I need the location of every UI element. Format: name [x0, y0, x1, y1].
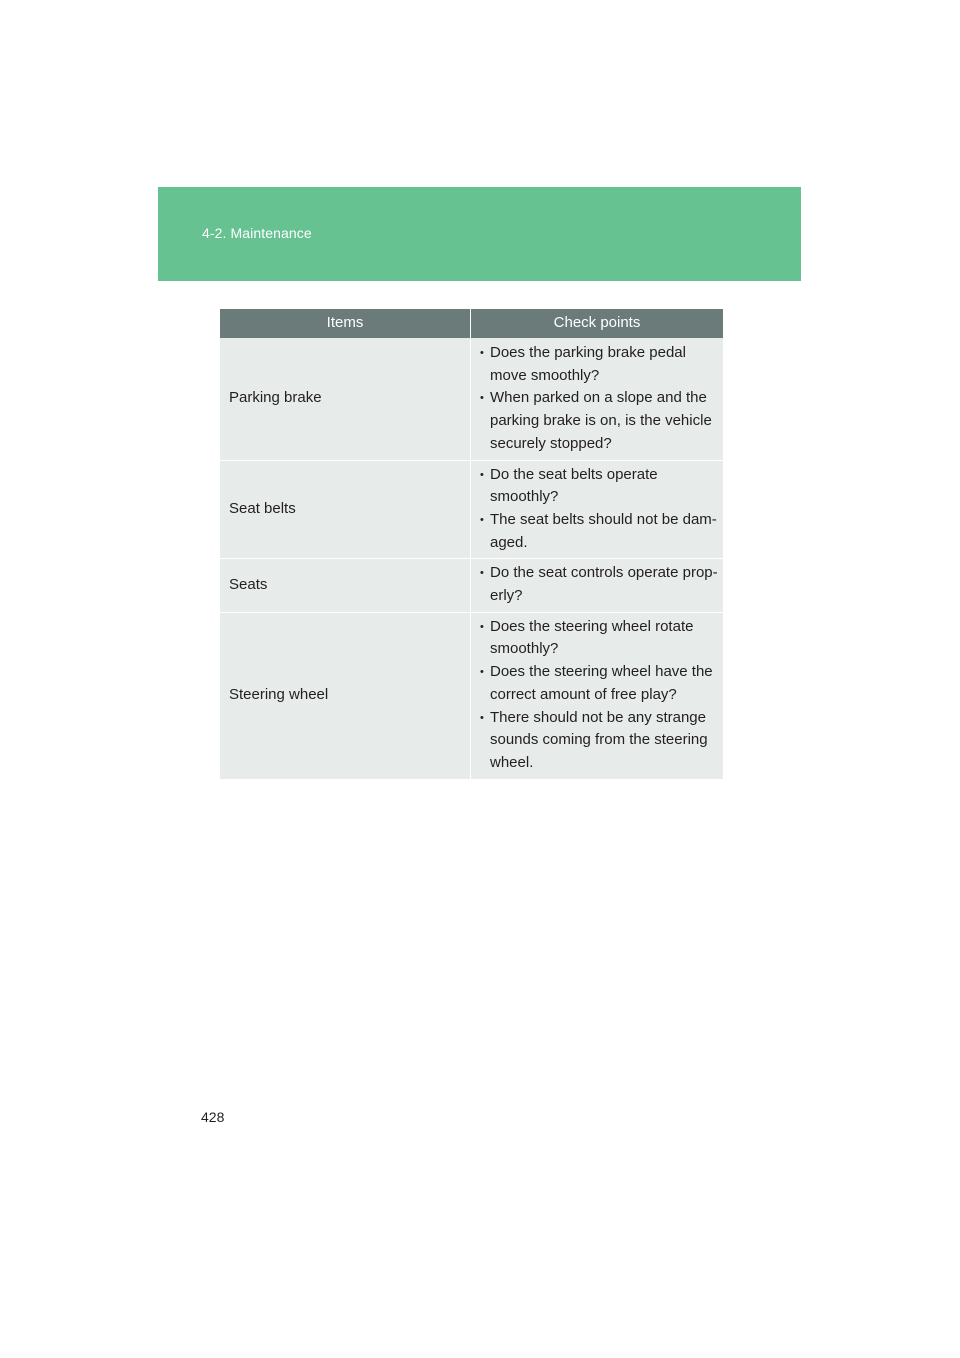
check-points-list [480, 342, 719, 456]
check-points-cell [471, 612, 724, 779]
item-cell: Parking brake [220, 338, 471, 460]
table-header-row [220, 309, 723, 338]
list-item: • Does the steering wheel rotate smoothly? [480, 616, 719, 661]
page-number: 428 [201, 1109, 225, 1125]
list-item: • When parked on a slope and the parking brake is on, is the vehicle securely stopped? [480, 387, 719, 455]
item-cell: Seats [220, 559, 471, 612]
item-cell: Seat belts [220, 460, 471, 559]
list-item: • The seat belts should not be dam-aged. [480, 509, 719, 554]
list-item: • Do the seat controls operate prop-erly? [480, 562, 719, 607]
table-row [220, 612, 723, 779]
table-row [220, 338, 723, 460]
section-header-band [158, 187, 801, 281]
section-title: 4-2. Maintenance [202, 225, 312, 241]
list-item: • Does the steering wheel have the correct amount of free play? [480, 661, 719, 706]
item-cell: Steering wheel [220, 612, 471, 779]
maintenance-check-table [220, 309, 723, 780]
check-points-cell [471, 559, 724, 612]
list-item: • Does the parking brake pedal move smoothly? [480, 342, 719, 387]
table-row [220, 460, 723, 559]
column-header-items: Items [220, 309, 471, 338]
list-item: • Do the seat belts operate smoothly? [480, 464, 719, 509]
check-points-list [480, 464, 719, 555]
check-points-list [480, 562, 719, 607]
list-item: • There should not be any strange sounds coming from the steering wheel. [480, 707, 719, 775]
check-points-cell [471, 338, 724, 460]
check-points-list [480, 616, 719, 775]
table-row [220, 559, 723, 612]
check-points-cell [471, 460, 724, 559]
column-header-check-points: Check points [471, 309, 724, 338]
